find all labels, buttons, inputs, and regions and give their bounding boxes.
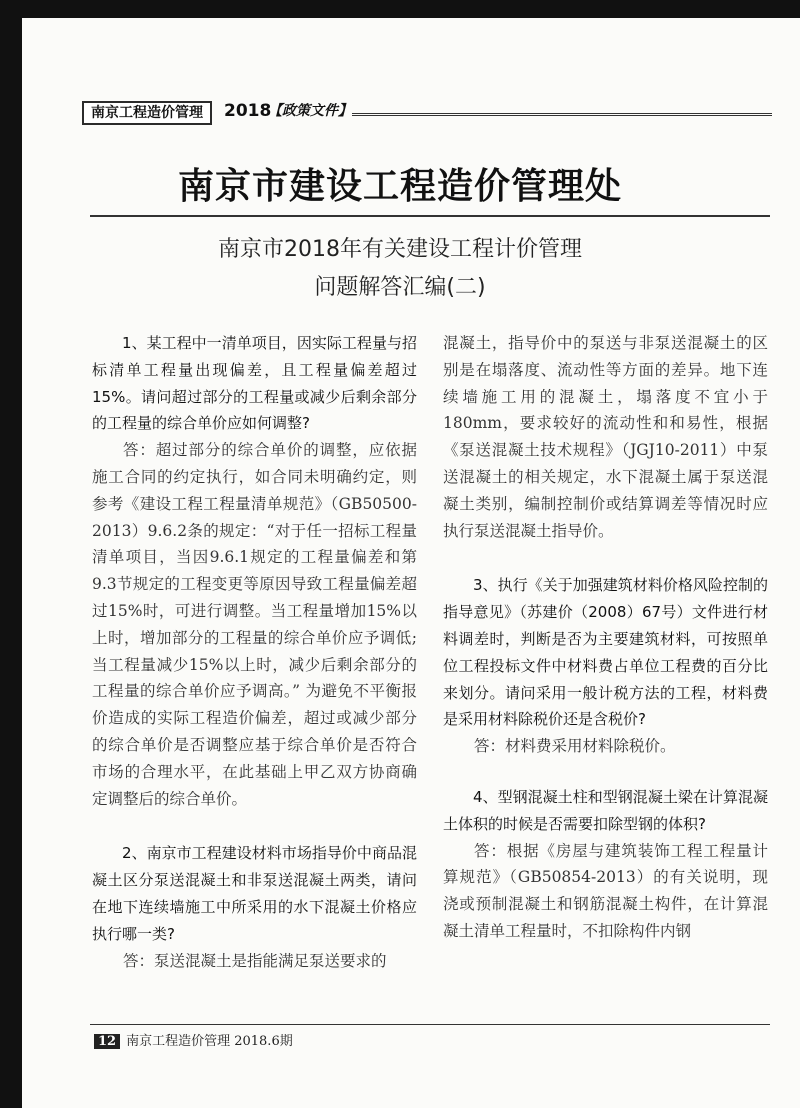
- answer-2-start: 答：泵送混凝土是指能满足泵送要求的: [123, 951, 387, 970]
- question-4: 4、型钢混凝土柱和型钢混凝土梁在计算混凝土体积的时候是否需要扣除型钢的体积?: [443, 787, 768, 833]
- journal-year: 2018: [224, 101, 272, 121]
- footer-rule: [90, 1024, 770, 1025]
- subtitle-line-2: 问题解答汇编(二): [314, 275, 486, 300]
- title-rule: [90, 215, 770, 217]
- question-3: 3、执行《关于加强建筑材料价格风险控制的指导意见》（苏建价（2008）67号）文件进行材料调差时，判断是否为主要建筑材料，可按照单位工程投标文件中材料费占单位工程费的百分比来划分。请问采用一般计税方法的工程，材料费是采用材料除税价还是含税价?: [443, 576, 768, 729]
- footer-issue: 南京工程造价管理 2018.6期: [126, 1034, 293, 1049]
- page-title: 南京市建设工程造价管理处: [177, 165, 622, 207]
- answer-1: 答：超过部分的综合单价的调整，应依据施工合同的约定执行，如合同未明确约定，则参考《建设工程工程量清单规范》（GB50500-2013）9.6.2条的规定：“对于任一招标工程量清单项目，当因9.6.1规定的工程量偏差和第9.3节规定的工程变更等原因导致工程量偏差超过15%时，可进行调整。当工程量增加15%以上时，增加部分的工程量的综合单价应予调低;当工程量减少15%以上时，减少后剩余部分的工程量的综合单价应予调高。” 为避免不平衡报价造成的实际工程造价偏差，超过或减少部分的综合单价是否调整应基于综合单价是否符合市场的合理水平，在此基础上甲乙双方协商确定调整后的综合单价。: [92, 441, 417, 808]
- answer-2-continued: 混凝土，指导价中的泵送与非泵送混凝土的区别是在塌落度、流动性等方面的差异。地下连续墙施工用的混凝土，塌落度不宜小于180mm，要求较好的流动性和和易性，根据《泵送混凝土技术规程》（JGJ10-2011）中泵送混凝土的相关规定，水下混凝土属于泵送混凝土类别，编制控制价或结算调差等情况时应执行泵送混凝土指导价。: [443, 334, 768, 540]
- answer-3: 答：材料费采用材料除税价。: [474, 737, 676, 756]
- question-1: 1、某工程中一清单项目，因实际工程量与招标清单工程量出现偏差，且工程量偏差超过15%。请问超过部分的工程量或减少后剩余部分的工程量的综合单价应如何调整?: [92, 334, 417, 433]
- journal-name: 南京工程造价管理: [82, 101, 212, 125]
- header-divider: [352, 113, 772, 116]
- answer-4: 答：根据《房屋与建筑装饰工程工程量计算规范》（GB50854-2013）的有关说明，现浇或预制混凝土和钢筋混凝土构件，在计算混凝土清单工程量时，不扣除构件内钢: [443, 841, 768, 940]
- page-footer: [94, 1030, 293, 1049]
- question-2: 2、南京市工程建设材料市场指导价中商品混凝土区分泵送混凝土和非泵送混凝土两类，请问在地下连续墙施工中所采用的水下混凝土价格应执行哪一类?: [92, 844, 417, 943]
- section-tag: 【政策文件】: [268, 103, 352, 119]
- right-column: [443, 330, 768, 945]
- left-column: [92, 330, 417, 974]
- running-header: [82, 101, 772, 123]
- subtitle-line-1: 南京市2018年有关建设工程计价管理: [218, 237, 582, 262]
- page-number: 12: [94, 1034, 120, 1049]
